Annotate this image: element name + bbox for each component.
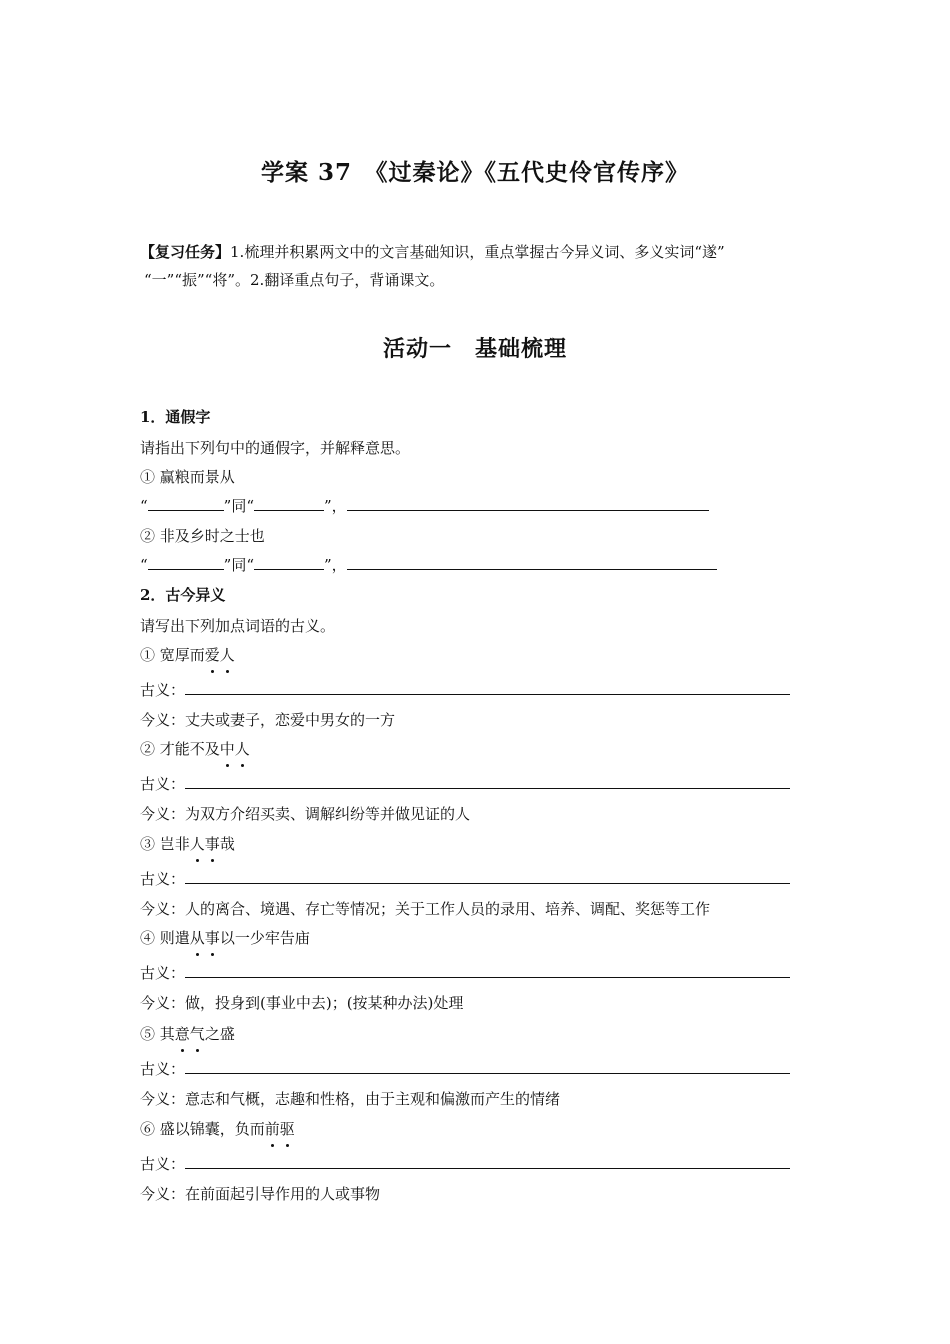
dotted-char: 人 — [234, 740, 250, 758]
s2-item2-jin: 今义：为双方介绍买卖、调解纠纷等并做见证的人 — [140, 805, 471, 823]
review-task-label: 【复习任务】 — [140, 243, 231, 261]
s2-item3-sentence: ③ 岂非人事哉 — [140, 835, 235, 853]
dotted-char: 事 — [204, 929, 220, 947]
dotted-char: 中 — [219, 740, 235, 758]
s2-item4-sentence: ④ 则遣从事以一少牢告庙 — [140, 929, 310, 947]
s2-item6-jin: 今义：在前面起引导作用的人或事物 — [140, 1185, 381, 1203]
s2-item4-jin: 今义：做，投身到(事业中去)；(按某种办法)处理 — [140, 994, 464, 1012]
s1-item2-meaning-blank[interactable] — [347, 555, 717, 570]
s1-item1-tongjia-blank[interactable] — [254, 496, 324, 511]
dotted-char: 人 — [219, 646, 235, 664]
s1-item2-tongjia-blank[interactable] — [254, 555, 324, 570]
s1-item1-sentence: ① 赢粮而景从 — [140, 468, 235, 486]
dotted-char: 人 — [189, 835, 205, 853]
s1-item1-char-blank[interactable] — [148, 496, 224, 511]
s2-item6-sentence: ⑥ 盛以锦囊，负而前驱 — [140, 1120, 295, 1138]
s2-item1-gu-row: 古义： — [140, 679, 790, 700]
s2-item1-gu-blank[interactable] — [185, 680, 790, 695]
s1-item2-sentence: ② 非及乡时之士也 — [140, 527, 265, 545]
dotted-char: 从 — [189, 929, 205, 947]
s2-item5-sentence: ⑤ 其意气之盛 — [140, 1025, 235, 1043]
s2-item5-jin: 今义：意志和气概，志趣和性格，由于主观和偏激而产生的情绪 — [140, 1090, 561, 1108]
s2-item2-gu-blank[interactable] — [185, 774, 790, 789]
s1-item2-char-blank[interactable] — [148, 555, 224, 570]
review-task-line1: 1.梳理并积累两文中的文言基础知识，重点掌握古今异义词、多义实词“遂” — [230, 243, 725, 261]
review-task-line2: “一”“振”“将”。2.翻译重点句子，背诵课文。 — [144, 271, 445, 289]
review-task — [140, 238, 820, 294]
section1-heading: 1．通假字 — [140, 408, 211, 426]
dotted-char: 事 — [204, 835, 220, 853]
s2-item6-gu-blank[interactable] — [185, 1154, 790, 1169]
section2-heading: 2．古今异义 — [140, 586, 226, 604]
s2-item1-jin: 今义：丈夫或妻子，恋爱中男女的一方 — [140, 711, 396, 729]
s2-item5-gu-blank[interactable] — [185, 1059, 790, 1074]
section1-instruction: 请指出下列句中的通假字，并解释意思。 — [140, 439, 411, 457]
s2-item2-sentence: ② 才能不及中人 — [140, 740, 250, 758]
dotted-char: 前 — [264, 1120, 280, 1138]
page-title: 学案 37 《过秦论》《五代史伶官传序》 — [260, 159, 689, 186]
s2-item3-jin: 今义：人的离合、境遇、存亡等情况；关于工作人员的录用、培养、调配、奖惩等工作 — [140, 900, 711, 918]
s1-item1-answer-row: “ ”同“ ”， — [140, 495, 709, 516]
s2-item4-gu-blank[interactable] — [185, 963, 790, 978]
s1-item2-answer-row: “ ”同“ ”， — [140, 554, 717, 575]
s2-item4-gu-row: 古义： — [140, 962, 790, 983]
s2-item3-gu-row: 古义： — [140, 868, 790, 889]
dotted-char: 爱 — [204, 646, 220, 664]
dotted-char: 驱 — [279, 1120, 295, 1138]
s2-item3-gu-blank[interactable] — [185, 869, 790, 884]
s1-item1-meaning-blank[interactable] — [347, 496, 709, 511]
dotted-char: 气 — [189, 1025, 205, 1043]
section2-instruction: 请写出下列加点词语的古义。 — [140, 617, 336, 635]
s2-item1-sentence: ① 宽厚而爱人 — [140, 646, 235, 664]
s2-item2-gu-row: 古义： — [140, 773, 790, 794]
s2-item6-gu-row: 古义： — [140, 1153, 790, 1174]
activity-title: 活动一 基础梳理 — [382, 336, 567, 362]
dotted-char: 意 — [174, 1025, 190, 1043]
s2-item5-gu-row: 古义： — [140, 1058, 790, 1079]
